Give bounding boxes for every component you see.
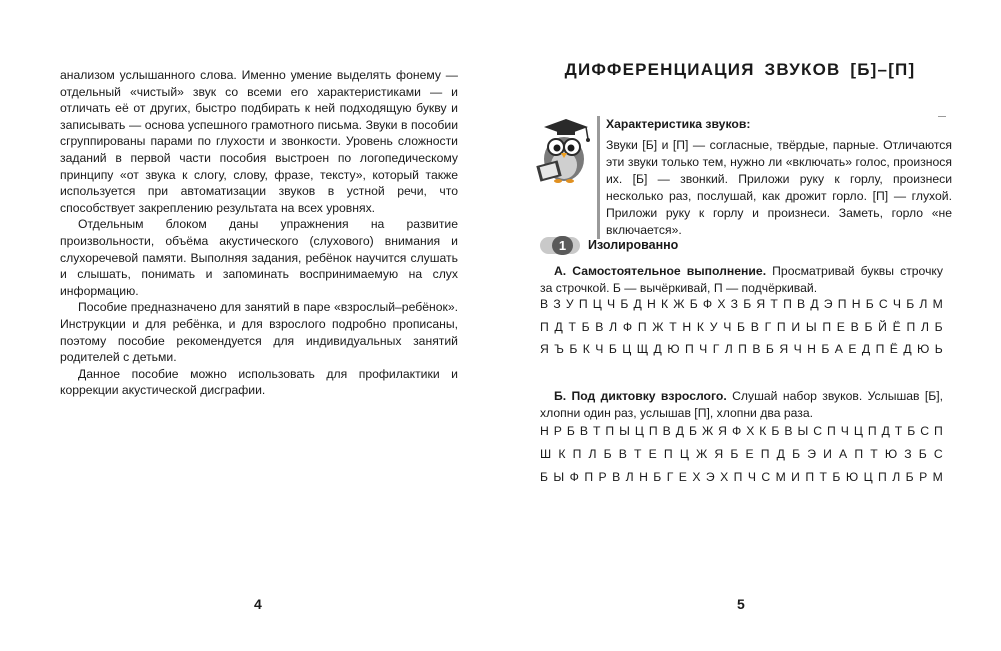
- letter: Ц: [622, 342, 632, 356]
- letter: Л: [625, 470, 634, 484]
- letter: Ж: [695, 447, 708, 461]
- left-page-text: [60, 67, 458, 399]
- part-a-text: Просматривай буквы строчку за строчкой. Б — вычёркивай, П — подчёркивай.: [540, 264, 943, 295]
- letter: Е: [848, 342, 857, 356]
- letter: В: [797, 297, 806, 311]
- letter: В: [579, 424, 588, 438]
- letter: Э: [807, 447, 816, 461]
- letter: К: [558, 447, 566, 461]
- letter: Б: [620, 297, 629, 311]
- letter: К: [696, 320, 705, 334]
- owl-teacher-icon: [530, 117, 594, 187]
- letter: В: [540, 297, 549, 311]
- letter: В: [595, 320, 604, 334]
- paragraph: Отдельным блоком даны упражнения на развитие произвольности, объёма акустического (слухового) внимания и слухоречевой памяти. Выполняя задания, ребёнок научится слушать и слышать, понимать и запоминать воспринимаемую на слух информацию.: [60, 217, 458, 298]
- letter: В: [784, 424, 793, 438]
- letter: Т: [634, 447, 642, 461]
- letter: С: [920, 424, 929, 438]
- letter: Д: [653, 342, 662, 356]
- letter: Б: [832, 470, 841, 484]
- letter: Я: [718, 424, 727, 438]
- letter: Т: [819, 470, 827, 484]
- letter: Ц: [592, 297, 602, 311]
- letter: Ж: [652, 320, 664, 334]
- letter: Е: [836, 320, 845, 334]
- letter: С: [933, 447, 943, 461]
- paragraph: анализом услышанного слова. Именно умение выделять фонему — отдельный «чистый» звук со всеми его характеристиками — и отличать её от других, быстро подбирать к ней подходящую букву и записывать — основа успешного грамотного письма. Звуки в пособии сгруппированы парами по глухости и звонкости. Уровень сложности заданий в первой части пособия выстроен по логопедическому принципу «от звука к слогу, слову, фразе, тексту», который также используется при автоматизации звуков в устной речи, что способствует закреплению результата на всех уровнях.: [60, 68, 458, 215]
- letter: П: [733, 470, 743, 484]
- letter: П: [760, 447, 770, 461]
- letter: И: [791, 320, 801, 334]
- letter: Ь: [934, 342, 943, 356]
- task-title: Изолированно: [588, 238, 679, 252]
- letter: Б: [569, 342, 578, 356]
- letter: Ч: [595, 342, 604, 356]
- letter: Т: [870, 447, 878, 461]
- letter: Р: [553, 424, 562, 438]
- letter: М: [932, 470, 943, 484]
- letter: У: [709, 320, 718, 334]
- letter: П: [906, 320, 916, 334]
- divider: [938, 116, 946, 127]
- letter: Н: [646, 297, 656, 311]
- letter: Г: [712, 342, 720, 356]
- part-a-label: А. Самостоятельное выполнение.: [554, 264, 767, 278]
- letter: Ц: [863, 470, 873, 484]
- letter: Ы: [805, 320, 817, 334]
- letter: Б: [907, 424, 916, 438]
- letter: В: [612, 470, 621, 484]
- letter: П: [827, 424, 836, 438]
- letter: Х: [720, 470, 729, 484]
- letter: Б: [566, 424, 575, 438]
- letter: Л: [724, 342, 733, 356]
- letter: Т: [568, 320, 576, 334]
- letter: П: [822, 320, 832, 334]
- letter: Д: [861, 342, 871, 356]
- letter: П: [783, 297, 792, 311]
- page-number-right: 5: [737, 596, 745, 612]
- paragraph: Пособие предназначено для занятий в паре «взрослый–ребёнок». Инструкции и для ребёнка, и для взрослого подробно прописаны, поэтому пособие рекомендуется для индивидуальных занятий родителей с детьми.: [60, 300, 458, 365]
- letter: Ш: [540, 447, 552, 461]
- letter: П: [875, 342, 885, 356]
- letter: Р: [598, 470, 607, 484]
- letter: Я: [540, 342, 549, 356]
- task-badge: [540, 237, 580, 254]
- letter: Г: [666, 470, 674, 484]
- letter: Б: [743, 297, 752, 311]
- letter: М: [775, 470, 786, 484]
- letter: Ы: [619, 424, 630, 438]
- letter: Л: [920, 320, 929, 334]
- letter: Л: [892, 470, 901, 484]
- letter: Л: [919, 297, 928, 311]
- page-number-left: 4: [254, 596, 262, 612]
- part-a-instruction: [540, 263, 943, 296]
- letter: З: [730, 297, 739, 311]
- letter: П: [738, 342, 747, 356]
- letter: П: [776, 320, 786, 334]
- page-title: ДИФФЕРЕНЦИАЦИЯ ЗВУКОВ [Б]–[П]: [564, 60, 916, 79]
- letter: Б: [918, 447, 927, 461]
- letter-row: [540, 297, 943, 311]
- part-b-instruction: [540, 388, 943, 421]
- letter: Б: [905, 470, 914, 484]
- letter: Ф: [622, 320, 633, 334]
- letter: Ч: [840, 424, 849, 438]
- task-number: 1: [552, 236, 573, 255]
- letter: Д: [810, 297, 819, 311]
- letter: У: [565, 297, 574, 311]
- characteristics-text: Звуки [Б] и [П] — согласные, твёрдые, парные. Отличаются эти звуки только тем, нужно ли «включать» голос, произнося их. [Б] — звонкий. Приложи руку к горлу, произнеси несколько раз, послушай, как дрожит горло. [П] — глухой. Приложи руку к горлу и произнеси. Заметь, горло «не включается».: [606, 138, 952, 237]
- letter: П: [837, 297, 847, 311]
- letter: Ч: [892, 297, 902, 311]
- letter: П: [540, 320, 549, 334]
- letter-row: [540, 320, 943, 334]
- letter: П: [663, 447, 673, 461]
- letter: Ф: [569, 470, 579, 484]
- letter: П: [805, 470, 815, 484]
- letter: Ц: [634, 424, 644, 438]
- letter: Д: [776, 447, 785, 461]
- letter: Н: [851, 297, 861, 311]
- letter: Ц: [679, 447, 689, 461]
- letter: П: [637, 320, 647, 334]
- letter: В: [662, 424, 671, 438]
- letter: Ч: [793, 342, 802, 356]
- letter: В: [750, 320, 759, 334]
- part-b-text: Слушай набор звуков. Услышав [Б], хлопни один раз, услышав [П], хлопни два раза.: [540, 389, 943, 420]
- letter: Л: [588, 447, 597, 461]
- letter: К: [759, 424, 767, 438]
- letter: Д: [633, 297, 642, 311]
- letter: Щ: [636, 342, 649, 356]
- letter: Т: [894, 424, 903, 438]
- letter-row: [540, 342, 943, 356]
- task-header: [540, 236, 678, 254]
- letter: Б: [865, 297, 874, 311]
- letter: Б: [821, 342, 830, 356]
- letter: Ю: [884, 447, 898, 461]
- letter: П: [578, 297, 588, 311]
- letter-row: [540, 447, 943, 461]
- letter: З: [553, 297, 561, 311]
- letter: Д: [554, 320, 563, 334]
- letter: И: [823, 447, 832, 461]
- letter: Х: [717, 297, 726, 311]
- letter: Х: [692, 470, 701, 484]
- letter: В: [850, 320, 859, 334]
- letter: Ч: [747, 470, 756, 484]
- letter: З: [904, 447, 912, 461]
- letter: С: [878, 297, 888, 311]
- letter: Н: [540, 424, 549, 438]
- letter: В: [752, 342, 761, 356]
- letter: Ч: [723, 320, 732, 334]
- letter: Ц: [853, 424, 863, 438]
- letter: Ч: [699, 342, 708, 356]
- letter: А: [839, 447, 848, 461]
- letter: Ё: [892, 320, 901, 334]
- letter: Е: [678, 470, 687, 484]
- letter: Ы: [797, 424, 809, 438]
- letter: Н: [639, 470, 648, 484]
- letter: Ы: [553, 470, 565, 484]
- letter: П: [854, 447, 864, 461]
- letter: Б: [906, 297, 915, 311]
- letter: Ч: [607, 297, 616, 311]
- letter: Б: [792, 447, 801, 461]
- letter: Б: [864, 320, 873, 334]
- letter: Д: [903, 342, 912, 356]
- letter: Э: [823, 297, 833, 311]
- part-b-label: Б. Под диктовку взрослого.: [554, 389, 727, 403]
- characteristics-heading: Характеристика звуков:: [606, 117, 751, 131]
- letter: Г: [764, 320, 772, 334]
- letter: Ю: [845, 470, 859, 484]
- letter: Б: [653, 470, 662, 484]
- letter: Ф: [731, 424, 742, 438]
- letter-row: [540, 424, 943, 438]
- letter: Е: [648, 447, 657, 461]
- letter: Б: [771, 424, 780, 438]
- letter: В: [618, 447, 627, 461]
- letter: П: [933, 424, 943, 438]
- letter: Е: [745, 447, 754, 461]
- letter: С: [761, 470, 771, 484]
- letter: М: [932, 297, 943, 311]
- sound-characteristics: [597, 116, 952, 239]
- letter: Б: [765, 342, 774, 356]
- letter: Н: [807, 342, 816, 356]
- letter: Ж: [701, 424, 714, 438]
- letter: Т: [669, 320, 677, 334]
- letter: Д: [881, 424, 890, 438]
- letter: Я: [756, 297, 766, 311]
- letter: П: [648, 424, 658, 438]
- letter: Ъ: [554, 342, 564, 356]
- letter: Й: [878, 320, 887, 334]
- letter: Э: [705, 470, 715, 484]
- letter: Т: [592, 424, 601, 438]
- letter: Б: [581, 320, 590, 334]
- letter: Б: [737, 320, 746, 334]
- letter: А: [834, 342, 843, 356]
- letter: С: [813, 424, 823, 438]
- letter: Б: [603, 447, 612, 461]
- letter: П: [572, 447, 582, 461]
- letter: Т: [770, 297, 778, 311]
- letter: Ё: [889, 342, 898, 356]
- letter: Ф: [702, 297, 713, 311]
- letter: П: [584, 470, 594, 484]
- letter: Б: [688, 424, 697, 438]
- letter: Я: [714, 447, 724, 461]
- letter-row: [540, 470, 943, 484]
- letter: Б: [689, 297, 698, 311]
- letter: Р: [919, 470, 928, 484]
- letter: П: [684, 342, 694, 356]
- letter: П: [605, 424, 615, 438]
- letter: Б: [608, 342, 617, 356]
- letter: Н: [682, 320, 692, 334]
- letter: П: [867, 424, 877, 438]
- letter: П: [878, 470, 887, 484]
- letter: Я: [779, 342, 789, 356]
- letter: Ж: [673, 297, 685, 311]
- letter: К: [582, 342, 590, 356]
- letter: Л: [609, 320, 618, 334]
- letter: К: [660, 297, 669, 311]
- letter: И: [791, 470, 800, 484]
- letter: Ю: [667, 342, 680, 356]
- letter: Б: [540, 470, 548, 484]
- letter: Ю: [917, 342, 930, 356]
- letter: Х: [746, 424, 755, 438]
- paragraph: Данное пособие можно использовать для профилактики и коррекции акустической дисграфии.: [60, 366, 458, 398]
- letter: Б: [934, 320, 943, 334]
- letter: Б: [730, 447, 739, 461]
- letter: Д: [675, 424, 684, 438]
